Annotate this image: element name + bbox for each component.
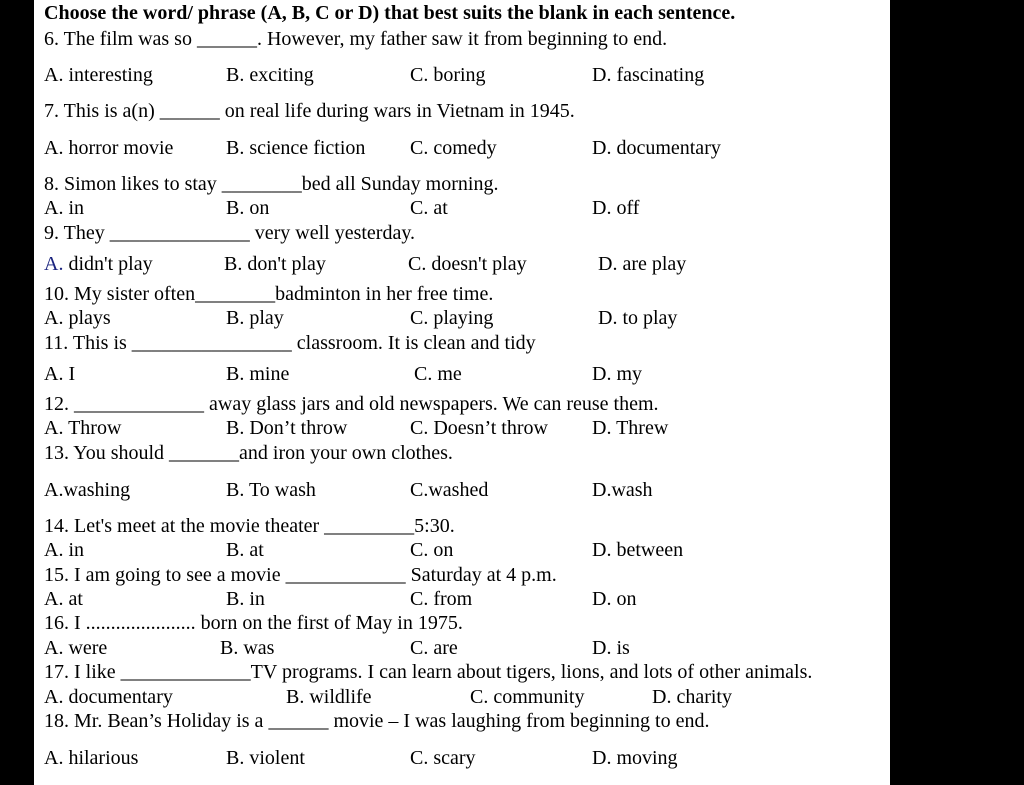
- q14-option-c[interactable]: C. on: [410, 539, 454, 561]
- q15-blank: ____________: [285, 564, 406, 586]
- q17-before: 17. I like: [44, 661, 121, 683]
- options-11: [44, 361, 884, 387]
- q8-option-b[interactable]: B. on: [226, 197, 270, 219]
- q15-option-c[interactable]: C. from: [410, 588, 473, 610]
- q14-after: 5:30.: [414, 515, 455, 537]
- q6-option-b[interactable]: B. exciting: [226, 64, 314, 86]
- question-16: [44, 610, 463, 636]
- q10-option-c[interactable]: C. playing: [410, 307, 494, 329]
- q9-option-a[interactable]: A. didn't play: [44, 253, 153, 275]
- q15-option-b[interactable]: B. in: [226, 588, 265, 610]
- options-14: [44, 537, 884, 563]
- q9-after: very well yesterday.: [249, 222, 416, 244]
- options-12: [44, 415, 884, 441]
- q13-option-d[interactable]: D.wash: [592, 479, 653, 501]
- options-6: [44, 62, 884, 88]
- q18-blank: ______: [268, 710, 329, 732]
- q12-after: away glass jars and old newspapers. We can reuse them.: [204, 393, 659, 415]
- q7-blank: ______: [159, 100, 220, 122]
- q6-option-c[interactable]: C. boring: [410, 64, 486, 86]
- q18-before: 18. Mr. Bean’s Holiday is a: [44, 710, 269, 732]
- q10-option-b[interactable]: B. play: [226, 307, 284, 329]
- q13-before: 13. You should: [44, 442, 170, 464]
- q7-option-d[interactable]: D. documentary: [592, 137, 721, 159]
- question-14: [44, 513, 455, 539]
- q7-before: 7. This is a(n): [44, 100, 160, 122]
- options-10: [44, 305, 884, 331]
- options-15: [44, 586, 884, 612]
- q7-option-b[interactable]: B. science fiction: [226, 137, 366, 159]
- options-8: [44, 195, 884, 221]
- q17-blank: _____________: [120, 661, 251, 683]
- q6-option-a[interactable]: A. interesting: [44, 64, 153, 86]
- question-13: [44, 440, 453, 466]
- q12-option-d[interactable]: D. Threw: [592, 417, 669, 439]
- q11-option-d[interactable]: D. my: [592, 363, 642, 385]
- q12-blank: _____________: [74, 393, 204, 415]
- question-18: [44, 708, 709, 734]
- q17-option-b[interactable]: B. wildlife: [286, 686, 372, 708]
- instruction-heading: Choose the word/ phrase (A, B, C or D) that best suits the blank in each sentence.: [44, 2, 736, 24]
- q6-option-d[interactable]: D. fascinating: [592, 64, 705, 86]
- q14-option-d[interactable]: D. between: [592, 539, 684, 561]
- q11-blank: ________________: [131, 332, 292, 354]
- q16-option-c[interactable]: C. are: [410, 637, 458, 659]
- q11-option-b[interactable]: B. mine: [226, 363, 290, 385]
- q12-option-b[interactable]: B. Don’t throw: [226, 417, 348, 439]
- q11-option-c[interactable]: C. me: [414, 363, 462, 385]
- q13-after: and iron your own clothes.: [239, 442, 453, 464]
- question-8: [44, 171, 498, 197]
- q13-option-c[interactable]: C.washed: [410, 479, 489, 501]
- q10-before: 10. My sister often: [44, 283, 196, 305]
- question-10: [44, 281, 493, 307]
- q16-option-d[interactable]: D. is: [592, 637, 630, 659]
- q11-after: classroom. It is clean and tidy: [291, 332, 536, 354]
- q8-blank: ________: [221, 173, 302, 195]
- q18-option-a[interactable]: A. hilarious: [44, 747, 139, 769]
- q12-option-a[interactable]: A. Throw: [44, 417, 122, 439]
- q8-option-c[interactable]: C. at: [410, 197, 448, 219]
- q16-option-a[interactable]: A. were: [44, 637, 108, 659]
- options-9: [44, 251, 884, 277]
- question-15: [44, 562, 557, 588]
- q9-option-a-letter: A.: [44, 253, 64, 275]
- q14-option-b[interactable]: B. at: [226, 539, 264, 561]
- question-6: [44, 26, 667, 52]
- q16-after: born on the first of May in 1975.: [195, 612, 463, 634]
- q12-before: 12.: [44, 393, 74, 415]
- q18-option-c[interactable]: C. scary: [410, 747, 476, 769]
- options-18: [44, 745, 884, 771]
- q17-option-d[interactable]: D. charity: [652, 686, 732, 708]
- q17-after: TV programs. I can learn about tigers, lions, and lots of other animals.: [250, 661, 813, 683]
- q17-option-c[interactable]: C. community: [470, 686, 585, 708]
- q15-before: 15. I am going to see a movie: [44, 564, 286, 586]
- q6-before: 6. The film was so: [44, 28, 197, 50]
- q13-blank: _______: [169, 442, 240, 464]
- question-7: [44, 98, 575, 124]
- q7-after: on real life during wars in Vietnam in 1945.: [219, 100, 575, 122]
- q7-option-c[interactable]: C. comedy: [410, 137, 497, 159]
- q6-blank: ______: [196, 28, 257, 50]
- q16-before: 16. I: [44, 612, 86, 634]
- q13-option-b[interactable]: B. To wash: [226, 479, 316, 501]
- q16-blank: ......................: [85, 612, 196, 634]
- question-17: [44, 659, 812, 685]
- q18-option-d[interactable]: D. moving: [592, 747, 678, 769]
- question-12: [44, 391, 659, 417]
- q18-after: movie – I was laughing from beginning to end.: [328, 710, 710, 732]
- q9-blank: ______________: [109, 222, 250, 244]
- q14-option-a[interactable]: A. in: [44, 539, 84, 561]
- q16-option-b[interactable]: B. was: [220, 637, 275, 659]
- q15-after: Saturday at 4 p.m.: [405, 564, 557, 586]
- options-16: [44, 635, 884, 661]
- q8-before: 8. Simon likes to stay: [44, 173, 222, 195]
- q15-option-a[interactable]: A. at: [44, 588, 83, 610]
- q17-option-a[interactable]: A. documentary: [44, 686, 173, 708]
- q10-option-d[interactable]: D. to play: [598, 307, 678, 329]
- q10-option-a[interactable]: A. plays: [44, 307, 111, 329]
- q9-before: 9. They: [44, 222, 110, 244]
- q10-blank: ________: [195, 283, 276, 305]
- q9-option-d[interactable]: D. are play: [598, 253, 687, 275]
- q8-option-d[interactable]: D. off: [592, 197, 640, 219]
- options-7: [44, 135, 884, 161]
- q12-option-c[interactable]: C. Doesn’t throw: [410, 417, 548, 439]
- question-9: [44, 220, 415, 246]
- q8-after: bed all Sunday morning.: [301, 173, 499, 195]
- options-17: [44, 684, 884, 710]
- q10-after: badminton in her free time.: [275, 283, 494, 305]
- q11-option-a[interactable]: A. I: [44, 363, 76, 385]
- worksheet-page: [34, 0, 890, 785]
- q14-before: 14. Let's meet at the movie theater: [44, 515, 325, 537]
- q6-after: . However, my father saw it from beginning to end.: [256, 28, 668, 50]
- q9-option-b[interactable]: B. don't play: [224, 253, 326, 275]
- options-13: [44, 477, 884, 503]
- q13-option-a[interactable]: A.washing: [44, 479, 131, 501]
- question-11: [44, 330, 536, 356]
- q9-option-c[interactable]: C. doesn't play: [408, 253, 527, 275]
- q14-blank: _________: [324, 515, 415, 537]
- q11-before: 11. This is: [44, 332, 132, 354]
- q15-option-d[interactable]: D. on: [592, 588, 637, 610]
- q7-option-a[interactable]: A. horror movie: [44, 137, 174, 159]
- q8-option-a[interactable]: A. in: [44, 197, 84, 219]
- q18-option-b[interactable]: B. violent: [226, 747, 305, 769]
